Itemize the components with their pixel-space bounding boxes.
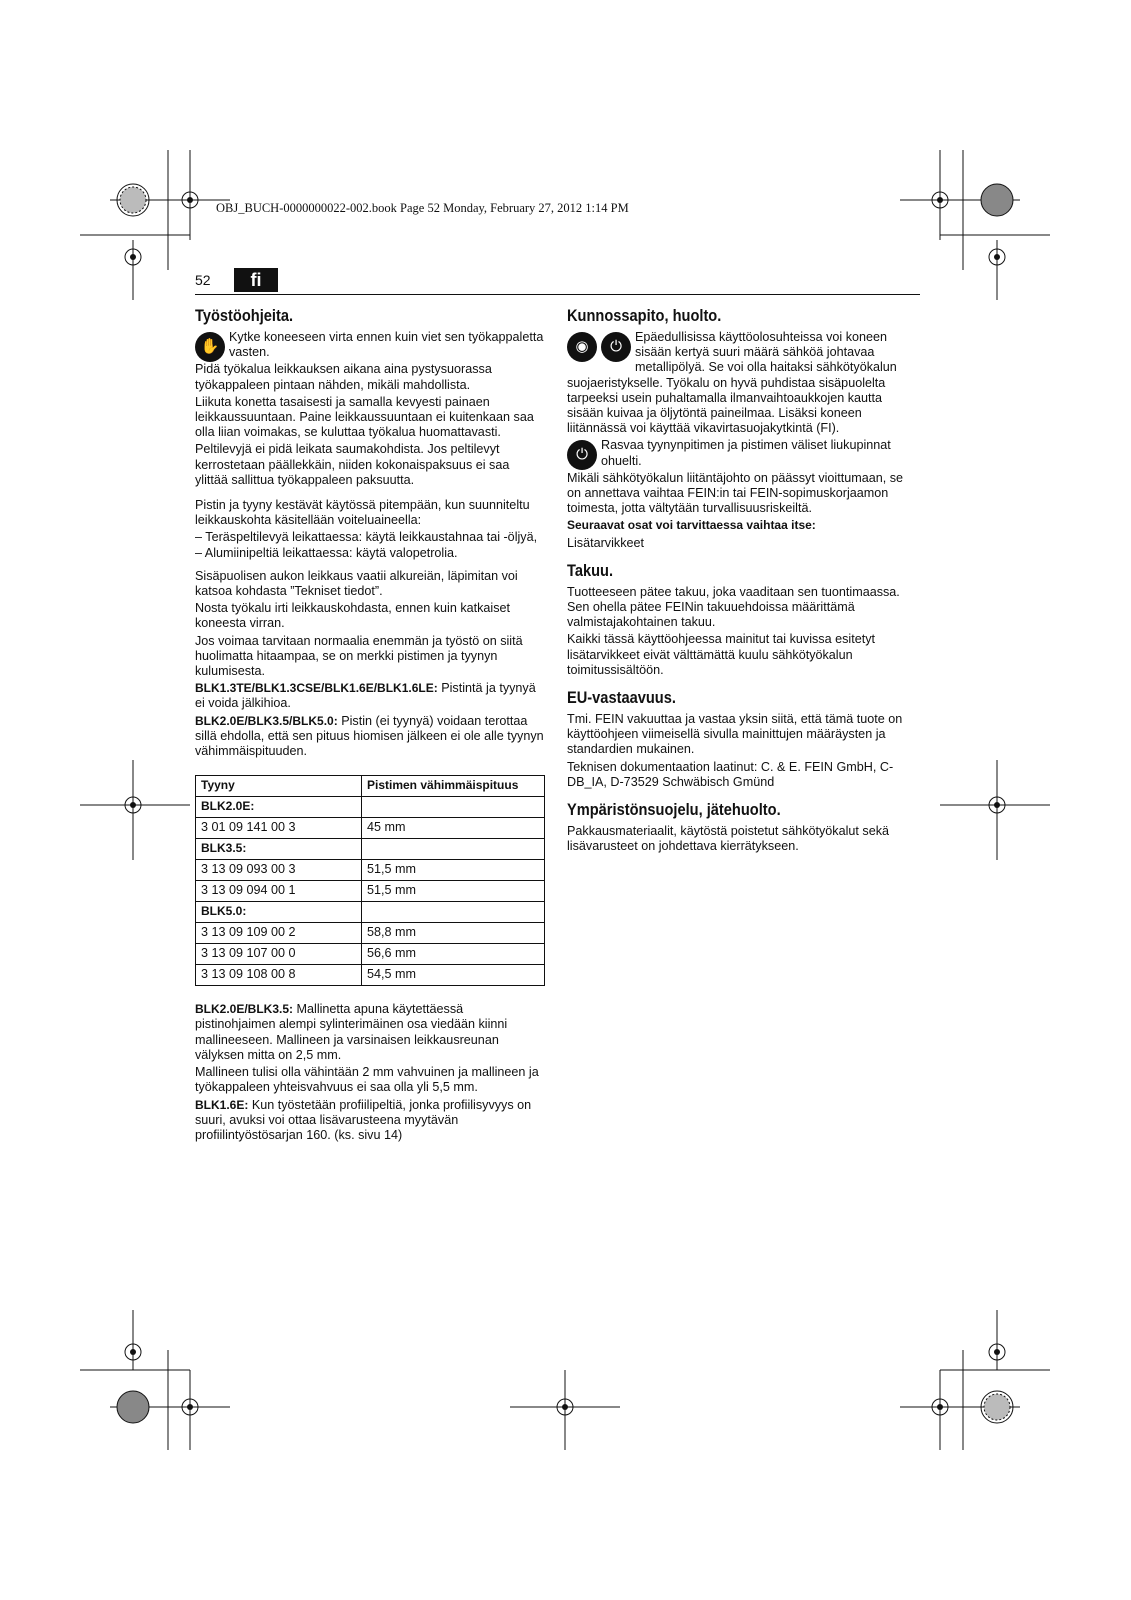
table-row [196,860,545,881]
paragraph: Tmi. FEIN vakuuttaa ja vastaa yksin siitä, että tämä tuote on käyttöohjeen viimeisellä sivulla mainittujen määräysten ja standardien mukainen. [567,712,903,757]
table-header-cell: Pistimen vähimmäispituus [362,776,545,797]
section-title-working: Työstöohjeita. [195,306,294,325]
section-title-eu: EU-vastaavuus. [567,688,676,708]
replaceable-parts-heading: Seuraavat osat voi tarvittaessa vaihtaa itse: [567,518,816,533]
paragraph-text: Pistintä ja tyynyä ei voida jälkihioa. [195,681,536,711]
unplug-icon: ⏻ [601,332,631,362]
table-row [196,965,545,986]
paragraph: Peltilevyjä ei pidä leikata saumakohdista. Jos peltilevyt kerrostetaan päällekkäin, niiden kokonaispaksuus ei saa ylittää sallittua työkappaleen paksuutta. [195,442,510,487]
model-label: BLK1.6E: [195,1097,249,1112]
gloves-note: Kytke koneeseen virta ennen kuin viet sen työkappaletta vasten. [229,330,544,360]
model-label: BLK2.0E/BLK3.5/BLK5.0: [195,713,338,728]
table-header-cell: Tyyny [196,776,362,797]
paragraph [195,1098,545,1144]
model-label: BLK2.0E/BLK3.5: [195,1002,294,1017]
table-cell-tyyny: 3 13 09 093 00 3 [196,860,362,881]
gloves-note-row [195,330,545,362]
table-cell-length: 58,8 mm [362,923,545,944]
table-cell-tyyny: BLK3.5: [196,839,362,860]
paragraph: Kaikki tässä käyttöohjeessa mainitut tai kuvissa esitetyt lisätarvikkeet eivät välttämättä kuulu sähkötyökalun toimitussisältöön. [567,632,875,677]
paragraph: Liikuta konetta tasaisesti ja samalla kevyesti painaen leikkaussuuntaan. Paine leikkaussuuntaan ei kuitenkaan saa olla liian voimakas, se kuluttaa työkalua huomattavasti. [195,394,534,440]
table-cell-length: 51,5 mm [362,860,545,881]
table-cell-tyyny: 3 13 09 094 00 1 [196,881,362,902]
list-item: – Teräspeltilevyä leikattaessa: käytä leikkaustahnaa tai -öljyä, [195,530,538,545]
maintenance-note-row [567,330,920,438]
table-row [196,818,545,839]
table-row [196,839,545,860]
table-cell-tyyny: 3 01 09 141 00 3 [196,818,362,839]
section-title-environment: Ympäristönsuojelu, jätehuolto. [567,800,781,820]
model-label: BLK1.3TE/BLK1.3CSE/BLK1.6E/BLK1.6LE: [195,681,438,696]
left-column [195,306,545,1145]
eye-protection-icon: ◉ [567,332,597,362]
table-cell-tyyny: 3 13 09 107 00 0 [196,944,362,965]
paragraph: Mikäli sähkötyökalun liitäntäjohto on päässyt vioittumaan, se on annettava vaihtaa FEIN:in tai FEIN-sopimuskorjaamon toimesta, jotta vältytään turvallisuusriskeiltä. [567,470,904,516]
table-cell-length [362,902,545,923]
replaceable-parts: Lisätarvikkeet [567,535,644,550]
paragraph-text: Mallinetta apuna käytettäessä pistinohjaimen alempi sylinterimäinen osa viedään kiinni mallineeseen. Mallineen ja varsinaisen leikkausreunan välyksen mitta on 2,5 mm. [195,1002,508,1062]
table-cell-tyyny: BLK2.0E: [196,797,362,818]
table-cell-length: 51,5 mm [362,881,545,902]
table-cell-length: 45 mm [362,818,545,839]
paragraph: Nosta työkalu irti leikkauskohdasta, ennen kuin katkaiset koneesta virran. [195,601,511,631]
paragraph [195,681,545,711]
paragraph: Teknisen dokumentaation laatinut: C. & E. FEIN GmbH, C-DB_IA, D-73529 Schwäbisch Gmünd [567,759,894,789]
table-cell-length [362,797,545,818]
paragraph [195,714,545,760]
language-tab: fi [234,268,278,292]
paragraph: Pidä työkalua leikkauksen aikana aina pystysuorassa työkappaleen pintaan nähden, mikäli mahdollista. [195,362,492,392]
table-cell-length [362,839,545,860]
table-cell-tyyny: 3 13 09 108 00 8 [196,965,362,986]
paragraph-text: Kun työstetään profiilipeltiä, jonka profiilisyvyys on suuri, avuksi voi ottaa lisävarusteena myytävän profiilintyöstösarjan 160. (ks. sivu 14) [195,1097,532,1142]
paragraph: Rasvaa tyynynpitimen ja pistimen väliset liukupinnat ohuelti. [601,438,891,468]
section-title-warranty: Takuu. [567,560,614,580]
table-cell-length: 56,6 mm [362,944,545,965]
section-title-maintenance: Kunnossapito, huolto. [567,306,722,325]
paragraph: Sisäpuolisen aukon leikkaus vaatii alkureiän, läpimitan voi katsoa kohdasta ”Tekniset tiedot”. [195,568,518,599]
print-header: OBJ_BUCH-0000000022-002.book Page 52 Monday, February 27, 2012 1:14 PM [216,201,629,215]
table-row [196,923,545,944]
min-length-table [195,775,545,986]
page-number: 52 [195,272,211,288]
paragraph: Pistin ja tyyny kestävät käytössä pitempään, kun suunniteltu leikkauskohta käsitellään voiteluaineella: [195,498,530,528]
table-cell-tyyny: BLK5.0: [196,902,362,923]
paragraph: Tuotteeseen pätee takuu, joka vaaditaan sen tuontimaassa. Sen ohella pätee FEINin takuuehdoissa määrittämä valmistajakohtainen takuu. [567,584,900,630]
table-cell-tyyny: 3 13 09 109 00 2 [196,923,362,944]
right-column [567,306,920,856]
gloves-icon: ✋ [195,332,225,362]
table-header-row [196,776,545,797]
header-rule [195,294,920,295]
list-item: – Alumiinipeltiä leikattaessa: käytä valopetrolia. [195,545,458,560]
paragraph: Jos voimaa tarvitaan normaalia enemmän ja työstö on siitä huolimatta hitaampaa, se on merkki pistimen ja tyynyn kulumisesta. [195,633,523,679]
grease-note-row [567,438,920,470]
table-cell-length: 54,5 mm [362,965,545,986]
table-row [196,881,545,902]
paragraph [195,1002,545,1063]
paragraph-text: Pistin (ei tyynyä) voidaan terottaa sillä ehdolla, että sen pituus hiomisen jälkeen ei ole alle tyynyn vähimmäispituuden. [195,713,544,759]
table-row [196,902,545,923]
paragraph: Mallineen tulisi olla vähintään 2 mm vahvuinen ja mallineen ja työkappaleen yhteisvahvuus ei saa olla yli 5,5 mm. [195,1065,539,1095]
unplug-icon: ⏻ [567,440,597,470]
paragraph: Pakkausmateriaalit, käytöstä poistetut sähkötyökalut sekä lisävarusteet on johdettava kierrätykseen. [567,824,890,854]
paragraph: Epäedullisissa käyttöolosuhteissa voi koneen sisään kertyä suuri määrä sähköä johtavaa metallipölyä. Se voi olla haitaksi sähkötyökalun suojaeristykselle. Työkalu on hyvä puhdistaa sisäpuolelta tarpeeksi usein puhaltamalla ilmanvaihtoaukkojen kautta sisään kuivaa ja öljytöntä paineilmaa. Lisäksi koneen liitännässä voi käyttää vikavirtasuojakytkintä (FI). [567,330,897,436]
table-row [196,797,545,818]
table-row [196,944,545,965]
